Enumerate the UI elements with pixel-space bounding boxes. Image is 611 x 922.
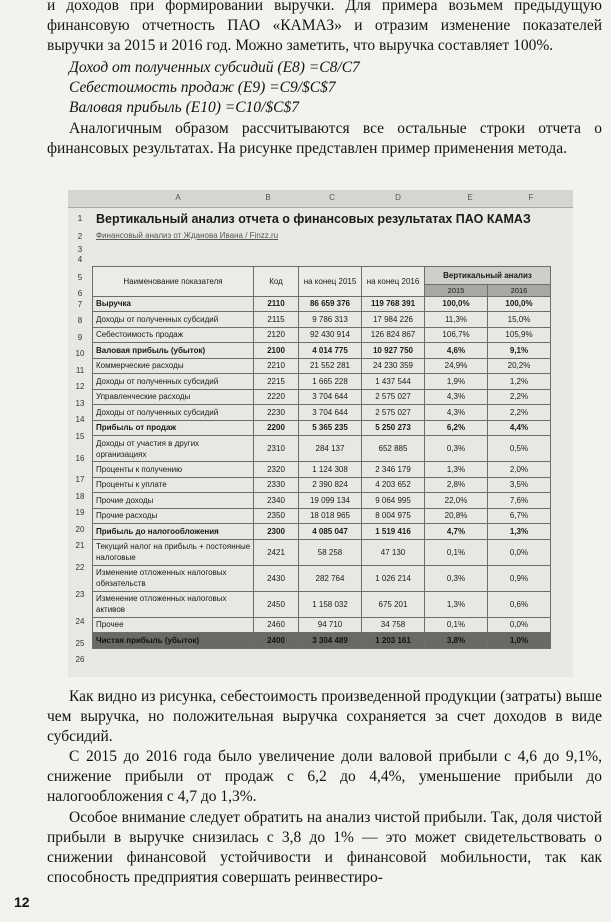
cell-name: Коммерческие расходы bbox=[93, 358, 254, 374]
cell-code: 2350 bbox=[254, 508, 299, 524]
table-row bbox=[93, 462, 551, 478]
cell-p2015: 0,1% bbox=[425, 617, 488, 633]
cell-code: 2400 bbox=[254, 633, 299, 649]
cell-p2015: 0,3% bbox=[425, 436, 488, 462]
cell-p2015: 6,2% bbox=[425, 420, 488, 436]
paragraph-net-profit: Особое внимание следует обратить на анализ чистой прибыли. Так, доля чистой прибыли в выручке снизилась с 3,8 до 1% — это может свидетельствовать о снижении финансовой устойчивости и финансовой мобильности, так как способность предприятия совершать реинвестиро- bbox=[47, 809, 602, 886]
table-row bbox=[93, 327, 551, 343]
row-number: 4 bbox=[77, 255, 83, 264]
cell-p2015: 0,1% bbox=[425, 539, 488, 565]
header-vertical-analysis: Вертикальный анализ bbox=[425, 266, 551, 284]
cell-v2015: 4 085 047 bbox=[299, 524, 362, 540]
header-year-2015: 2015 bbox=[425, 284, 488, 296]
cell-v2016: 1 519 416 bbox=[362, 524, 425, 540]
cell-name: Прочие расходы bbox=[93, 508, 254, 524]
cell-v2015: 19 099 134 bbox=[299, 493, 362, 509]
cell-v2015: 3 304 489 bbox=[299, 633, 362, 649]
table-row bbox=[93, 617, 551, 633]
table-row bbox=[93, 405, 551, 421]
cell-p2015: 4,7% bbox=[425, 524, 488, 540]
cell-name: Доходы от участия в других организациях bbox=[93, 436, 254, 462]
cell-v2016: 652 885 bbox=[362, 436, 425, 462]
cell-name: Доходы от полученных субсидий bbox=[93, 374, 254, 390]
cell-p2015: 4,3% bbox=[425, 405, 488, 421]
cell-v2015: 1 665 228 bbox=[299, 374, 362, 390]
row-number: 8 bbox=[77, 316, 83, 326]
cell-code: 2220 bbox=[254, 389, 299, 405]
cell-v2015: 18 018 965 bbox=[299, 508, 362, 524]
paragraph-conclusion-dynamics: С 2015 до 2016 года было увеличение доли валовой прибыли с 4,6 до 9,1%, снижение прибыли от продаж с 6,2 до 4,4%, уменьшение прибыли до налогообложения с 4,7 до 1,3%. bbox=[47, 748, 602, 805]
row-number: 17 bbox=[75, 475, 85, 485]
formula-gross: Валовая прибыль (E10) =C10/$C$7 bbox=[69, 99, 299, 116]
row-number: 5 bbox=[77, 273, 83, 282]
row-number: 2 bbox=[77, 232, 83, 241]
cell-p2016: 6,7% bbox=[488, 508, 551, 524]
header-code: Код bbox=[254, 266, 299, 296]
row-number: 21 bbox=[75, 541, 85, 551]
cell-v2016: 675 201 bbox=[362, 591, 425, 617]
cell-v2015: 58 258 bbox=[299, 539, 362, 565]
row-number: 25 bbox=[75, 638, 85, 648]
table-row bbox=[93, 508, 551, 524]
cell-p2015: 100,0% bbox=[425, 296, 488, 312]
cell-v2015: 284 137 bbox=[299, 436, 362, 462]
cell-p2015: 1,3% bbox=[425, 591, 488, 617]
column-letter: B bbox=[265, 193, 271, 202]
cell-p2016: 100,0% bbox=[488, 296, 551, 312]
cell-name: Прибыль до налогообложения bbox=[93, 524, 254, 540]
table-row bbox=[93, 389, 551, 405]
spreadsheet-figure bbox=[68, 190, 573, 677]
row-number: 14 bbox=[75, 415, 85, 425]
row-number: 7 bbox=[77, 299, 83, 309]
table-row bbox=[93, 312, 551, 328]
cell-p2015: 106,7% bbox=[425, 327, 488, 343]
cell-p2016: 2,0% bbox=[488, 462, 551, 478]
row-number: 16 bbox=[75, 453, 85, 463]
cell-v2015: 2 390 824 bbox=[299, 477, 362, 493]
cell-v2015: 282 764 bbox=[299, 565, 362, 591]
cell-v2016: 1 203 161 bbox=[362, 633, 425, 649]
header-2015: на конец 2015 bbox=[299, 266, 362, 296]
table-row bbox=[93, 524, 551, 540]
cell-name: Доходы от полученных субсидий bbox=[93, 405, 254, 421]
cell-v2015: 5 365 235 bbox=[299, 420, 362, 436]
cell-v2016: 10 927 750 bbox=[362, 343, 425, 359]
table-row bbox=[93, 436, 551, 462]
cell-name: Текущий налог на прибыль + постоянные налоговые bbox=[93, 539, 254, 565]
row-number: 13 bbox=[75, 398, 85, 408]
row-number: 22 bbox=[75, 563, 85, 572]
cell-p2015: 2,8% bbox=[425, 477, 488, 493]
cell-p2016: 0,0% bbox=[488, 617, 551, 633]
row-number: 24 bbox=[75, 617, 85, 626]
cell-v2016: 126 824 867 bbox=[362, 327, 425, 343]
cell-v2016: 9 064 995 bbox=[362, 493, 425, 509]
column-letter: F bbox=[528, 193, 534, 202]
table-row bbox=[93, 591, 551, 617]
cell-v2016: 1 437 544 bbox=[362, 374, 425, 390]
cell-name: Проценты к уплате bbox=[93, 477, 254, 493]
cell-name: Прочее bbox=[93, 617, 254, 633]
row-number: 11 bbox=[75, 365, 85, 375]
cell-v2016: 34 758 bbox=[362, 617, 425, 633]
sheet-subtitle: Финансовый анализ от Жданова Ивана / Finzz.ru bbox=[96, 231, 279, 240]
cell-p2016: 20,2% bbox=[488, 358, 551, 374]
column-header-bar bbox=[68, 190, 573, 208]
cell-v2016: 8 004 975 bbox=[362, 508, 425, 524]
row-number: 18 bbox=[75, 491, 85, 501]
column-letter: D bbox=[395, 193, 401, 202]
cell-p2016: 0,9% bbox=[488, 565, 551, 591]
column-letter: E bbox=[467, 193, 473, 202]
cell-p2015: 1,3% bbox=[425, 462, 488, 478]
cell-name: Изменение отложенных налоговых обязательств bbox=[93, 565, 254, 591]
cell-v2016: 4 203 652 bbox=[362, 477, 425, 493]
cell-p2016: 4,4% bbox=[488, 420, 551, 436]
cell-v2015: 1 124 308 bbox=[299, 462, 362, 478]
cell-v2016: 1 026 214 bbox=[362, 565, 425, 591]
row-number: 10 bbox=[75, 349, 85, 359]
cell-p2015: 4,3% bbox=[425, 389, 488, 405]
cell-p2016: 105,9% bbox=[488, 327, 551, 343]
cell-p2016: 9,1% bbox=[488, 343, 551, 359]
cell-v2015: 9 786 313 bbox=[299, 312, 362, 328]
cell-name: Себестоимость продаж bbox=[93, 327, 254, 343]
cell-v2016: 119 768 391 bbox=[362, 296, 425, 312]
cell-v2015: 3 704 644 bbox=[299, 405, 362, 421]
cell-code: 2210 bbox=[254, 358, 299, 374]
cell-code: 2215 bbox=[254, 374, 299, 390]
paragraph-conclusion-cost: Как видно из рисунка, себестоимость произведенной продукции (затраты) выше чем выручка, но положительная выручка сохраняется за счет доходов в виде субсидий. bbox=[47, 688, 602, 745]
cell-code: 2300 bbox=[254, 524, 299, 540]
cell-p2016: 15,0% bbox=[488, 312, 551, 328]
table-row bbox=[93, 374, 551, 390]
row-number: 19 bbox=[75, 508, 85, 518]
cell-v2016: 5 250 273 bbox=[362, 420, 425, 436]
cell-name: Выручка bbox=[93, 296, 254, 312]
cell-name: Проценты к получению bbox=[93, 462, 254, 478]
cell-code: 2320 bbox=[254, 462, 299, 478]
cell-code: 2120 bbox=[254, 327, 299, 343]
cell-code: 2460 bbox=[254, 617, 299, 633]
cell-name: Доходы от полученных субсидий bbox=[93, 312, 254, 328]
cell-p2015: 1,9% bbox=[425, 374, 488, 390]
column-letter: A bbox=[175, 193, 181, 202]
cell-p2015: 11,3% bbox=[425, 312, 488, 328]
cell-p2015: 22,0% bbox=[425, 493, 488, 509]
cell-p2015: 24,9% bbox=[425, 358, 488, 374]
cell-p2016: 0,0% bbox=[488, 539, 551, 565]
formula-cost: Себестоимость продаж (E9) =C9/$C$7 bbox=[69, 79, 336, 96]
row-number: 12 bbox=[75, 382, 85, 392]
cell-code: 2450 bbox=[254, 591, 299, 617]
table-row bbox=[93, 565, 551, 591]
cell-name: Валовая прибыль (убыток) bbox=[93, 343, 254, 359]
table-row bbox=[93, 358, 551, 374]
cell-code: 2230 bbox=[254, 405, 299, 421]
cell-p2015: 3,8% bbox=[425, 633, 488, 649]
cell-p2015: 4,6% bbox=[425, 343, 488, 359]
cell-v2016: 2 575 027 bbox=[362, 389, 425, 405]
cell-name: Прочие доходы bbox=[93, 493, 254, 509]
cell-p2016: 1,0% bbox=[488, 633, 551, 649]
header-year-2016: 2016 bbox=[488, 284, 551, 296]
header-2016: на конец 2016 bbox=[362, 266, 425, 296]
header-name: Наименование показателя bbox=[93, 266, 254, 296]
cell-v2016: 47 130 bbox=[362, 539, 425, 565]
row-number: 3 bbox=[77, 245, 83, 254]
cell-p2015: 0,3% bbox=[425, 565, 488, 591]
table-row bbox=[93, 539, 551, 565]
table-row bbox=[93, 633, 551, 649]
cell-p2016: 0,6% bbox=[488, 591, 551, 617]
cell-code: 2100 bbox=[254, 343, 299, 359]
row-number: 23 bbox=[75, 590, 85, 599]
page-number: 12 bbox=[14, 894, 30, 910]
cell-v2016: 17 984 226 bbox=[362, 312, 425, 328]
cell-p2016: 1,2% bbox=[488, 374, 551, 390]
cell-p2016: 7,6% bbox=[488, 493, 551, 509]
cell-code: 2330 bbox=[254, 477, 299, 493]
row-number: 9 bbox=[77, 332, 83, 342]
cell-code: 2340 bbox=[254, 493, 299, 509]
cell-code: 2430 bbox=[254, 565, 299, 591]
cell-v2015: 3 704 644 bbox=[299, 389, 362, 405]
formula-subsidies: Доход от полученных субсидий (E8) =C8/C7 bbox=[69, 59, 360, 76]
cell-v2015: 92 430 914 bbox=[299, 327, 362, 343]
row-number: 15 bbox=[75, 431, 85, 441]
row-number: 26 bbox=[75, 655, 85, 665]
cell-name: Прибыль от продаж bbox=[93, 420, 254, 436]
cell-p2015: 20,8% bbox=[425, 508, 488, 524]
cell-p2016: 2,2% bbox=[488, 405, 551, 421]
cell-v2015: 21 552 281 bbox=[299, 358, 362, 374]
cell-code: 2421 bbox=[254, 539, 299, 565]
cell-name: Чистая прибыль (убыток) bbox=[93, 633, 254, 649]
cell-v2016: 2 346 179 bbox=[362, 462, 425, 478]
cell-p2016: 2,2% bbox=[488, 389, 551, 405]
paragraph-intro: и доходов при формировании выручки. Для примера возьмем предыдущую финансовую отчетность ПАО «КАМАЗ» и отразим изменение показателей выручки за 2015 и 2016 год. Можно заметить, что выручка составляет 100%. bbox=[47, 0, 602, 54]
cell-p2016: 3,5% bbox=[488, 477, 551, 493]
row-number: 20 bbox=[75, 524, 85, 534]
cell-code: 2200 bbox=[254, 420, 299, 436]
column-letter: C bbox=[329, 193, 335, 202]
cell-v2016: 2 575 027 bbox=[362, 405, 425, 421]
cell-p2016: 0,5% bbox=[488, 436, 551, 462]
cell-p2016: 1,3% bbox=[488, 524, 551, 540]
row-number: 1 bbox=[77, 214, 83, 223]
cell-code: 2310 bbox=[254, 436, 299, 462]
table-row bbox=[93, 296, 551, 312]
cell-v2015: 1 158 032 bbox=[299, 591, 362, 617]
cell-v2015: 94 710 bbox=[299, 617, 362, 633]
table-row bbox=[93, 420, 551, 436]
cell-code: 2110 bbox=[254, 296, 299, 312]
cell-v2016: 24 230 359 bbox=[362, 358, 425, 374]
cell-v2015: 4 014 775 bbox=[299, 343, 362, 359]
cell-v2015: 86 659 376 bbox=[299, 296, 362, 312]
table-row bbox=[93, 477, 551, 493]
table-row bbox=[93, 343, 551, 359]
table-row bbox=[93, 493, 551, 509]
cell-name: Управленческие расходы bbox=[93, 389, 254, 405]
cell-code: 2115 bbox=[254, 312, 299, 328]
cell-name: Изменение отложенных налоговых активов bbox=[93, 591, 254, 617]
paragraph-method: Аналогичным образом рассчитываются все остальные строки отчета о финансовых результатах. На рисунке представлен пример применения метода. bbox=[47, 120, 602, 157]
sheet-title: Вертикальный анализ отчета о финансовых результатах ПАО КАМАЗ bbox=[96, 212, 531, 226]
analysis-table bbox=[92, 253, 551, 649]
row-number: 6 bbox=[77, 289, 83, 298]
